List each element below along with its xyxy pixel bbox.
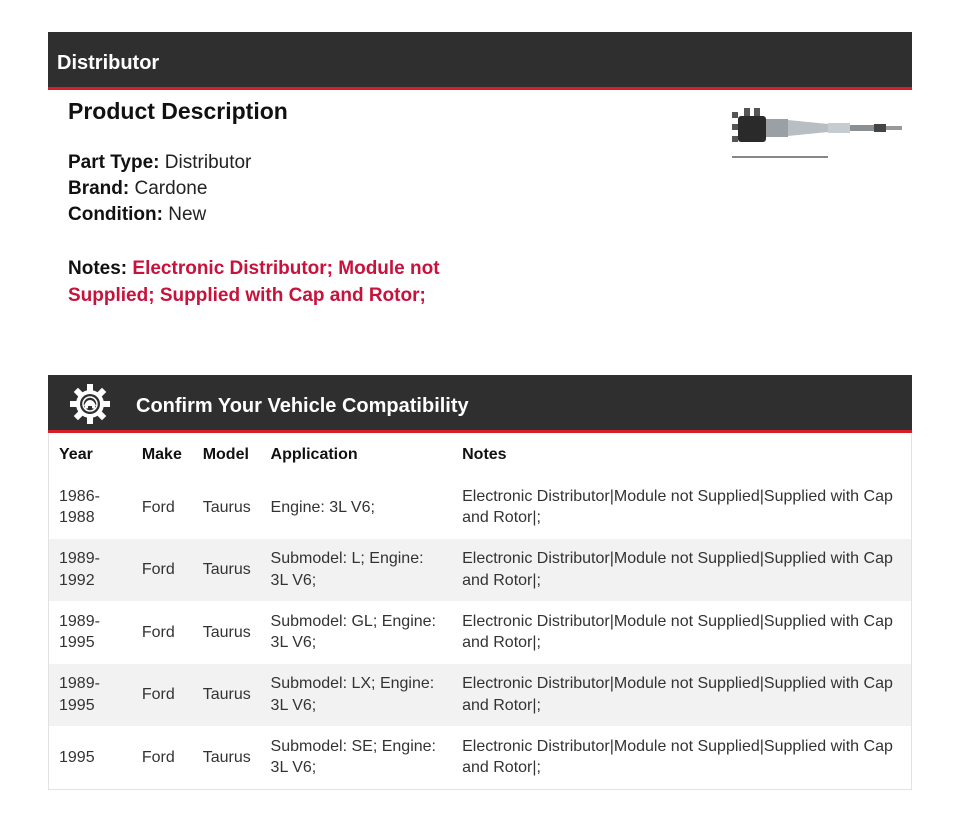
year-cell: 1989-1995 bbox=[59, 675, 100, 714]
notes-cell: Electronic Distributor|Module not Supplied|Supplied with Cap and Rotor|; bbox=[462, 550, 893, 589]
compatibility-table bbox=[48, 434, 912, 790]
table-row bbox=[49, 664, 911, 727]
brand-value: Cardone bbox=[134, 178, 208, 199]
make-cell: Ford bbox=[141, 686, 175, 703]
notes-cell: Electronic Distributor|Module not Supplied|Supplied with Cap and Rotor|; bbox=[462, 487, 893, 527]
model-cell: Taurus bbox=[202, 561, 251, 578]
notes-value: Electronic Distributor; Module not Supplied; Supplied with Cap and Rotor; bbox=[68, 258, 440, 306]
notes-cell: Electronic Distributor|Module not Supplied|Supplied with Cap and Rotor|; bbox=[462, 737, 893, 777]
application-cell: Submodel: GL; Engine: 3L V6; bbox=[270, 612, 436, 652]
distributor-product-image bbox=[728, 104, 908, 166]
distributor-header bbox=[48, 32, 912, 90]
part-type-label: Part Type: bbox=[68, 152, 160, 173]
header-make: Make bbox=[141, 446, 182, 464]
compatibility-header bbox=[48, 375, 912, 433]
year-cell: 1995 bbox=[59, 748, 95, 766]
product-description-title: Product Description bbox=[68, 98, 288, 124]
make-cell: Ford bbox=[141, 623, 175, 641]
make-cell: Ford bbox=[141, 561, 175, 578]
model-cell: Taurus bbox=[202, 748, 251, 766]
header-notes: Notes bbox=[462, 446, 507, 464]
table-row bbox=[49, 726, 911, 789]
year-cell: 1989-1992 bbox=[59, 550, 100, 589]
header-application: Application bbox=[270, 446, 358, 464]
notes-cell: Electronic Distributor|Module not Supplied|Supplied with Cap and Rotor|; bbox=[462, 675, 893, 714]
condition-row bbox=[68, 204, 206, 226]
year-cell: 1989-1995 bbox=[59, 612, 100, 652]
condition-value: New bbox=[168, 204, 207, 225]
notes-row bbox=[68, 256, 448, 309]
table-row bbox=[49, 476, 911, 539]
brand-label: Brand: bbox=[68, 178, 130, 199]
brand-row bbox=[68, 178, 207, 200]
part-type-row bbox=[68, 152, 251, 174]
notes-cell: Electronic Distributor|Module not Supplied|Supplied with Cap and Rotor|; bbox=[462, 612, 893, 652]
model-cell: Taurus bbox=[202, 623, 251, 641]
header-year: Year bbox=[59, 446, 93, 464]
year-cell: 1986-1988 bbox=[59, 487, 100, 527]
gear-car-icon bbox=[68, 382, 112, 426]
application-cell: Submodel: SE; Engine: 3L V6; bbox=[270, 737, 436, 777]
section-title: Distributor bbox=[57, 52, 160, 74]
application-cell: Submodel: LX; Engine: 3L V6; bbox=[270, 675, 435, 714]
table-row bbox=[49, 601, 911, 664]
part-type-value: Distributor bbox=[164, 152, 252, 173]
model-cell: Taurus bbox=[202, 686, 251, 703]
application-cell: Engine: 3L V6; bbox=[270, 498, 375, 516]
table-header-row bbox=[49, 434, 911, 476]
make-cell: Ford bbox=[141, 748, 175, 766]
make-cell: Ford bbox=[141, 498, 175, 516]
notes-label: Notes: bbox=[68, 258, 128, 279]
section-title: Confirm Your Vehicle Compatibility bbox=[136, 395, 469, 417]
header-model: Model bbox=[202, 446, 249, 464]
model-cell: Taurus bbox=[202, 498, 251, 516]
condition-label: Condition: bbox=[68, 204, 163, 225]
application-cell: Submodel: L; Engine: 3L V6; bbox=[270, 550, 424, 589]
table-row bbox=[49, 539, 911, 602]
